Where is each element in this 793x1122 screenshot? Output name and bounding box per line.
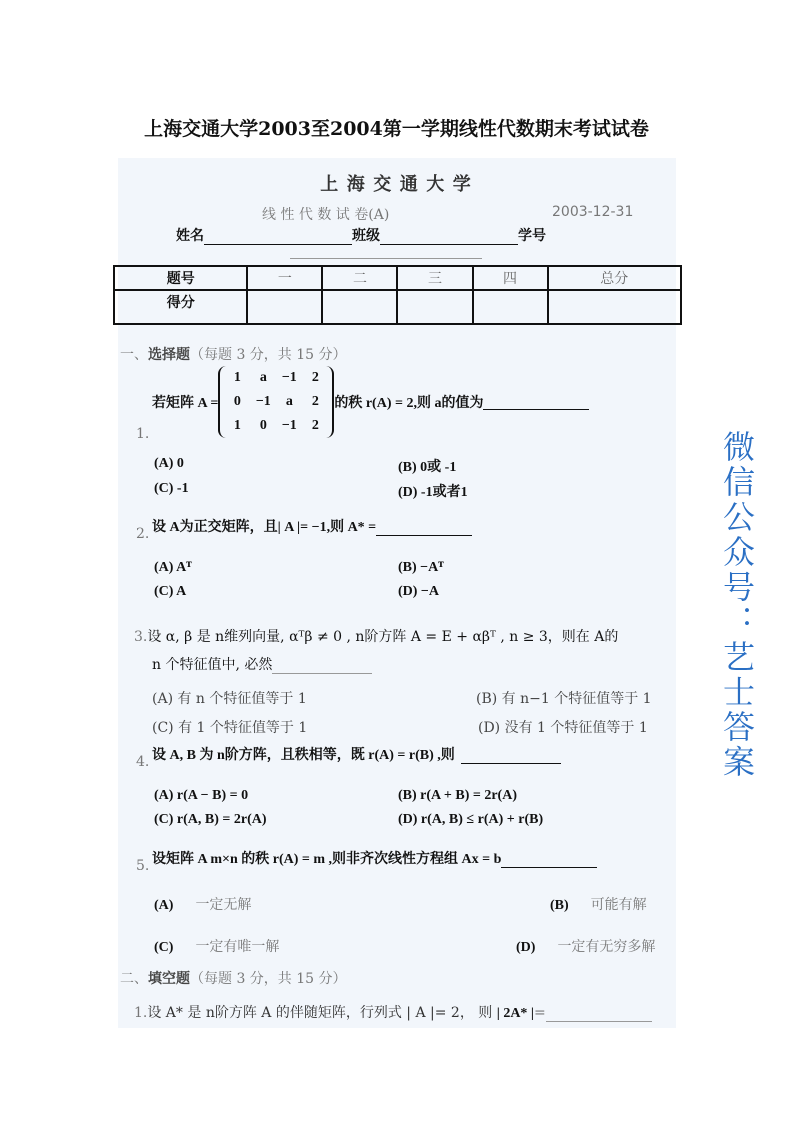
- score-cell[interactable]: [548, 290, 681, 324]
- table-header: 二: [322, 266, 397, 290]
- q1-option-a[interactable]: (A) 0: [154, 456, 184, 471]
- name-label: 姓名: [176, 228, 204, 244]
- q2-option-d[interactable]: (D) −A: [398, 584, 440, 599]
- q1-answer-blank[interactable]: [483, 395, 589, 410]
- table-header: 总分: [548, 266, 681, 290]
- q4-option-c[interactable]: (C) r(A, B) = 2r(A): [154, 812, 267, 827]
- school-name: 上 海 交 通 大 学: [320, 174, 473, 194]
- exam-date: 2003-12-31: [552, 204, 634, 220]
- q3-answer-blank[interactable]: [272, 659, 372, 674]
- q2-number: 2.: [136, 526, 150, 542]
- f1-stem: 1.设 A* 是 n阶方阵 A 的伴随矩阵，行列式 | A |= 2， 则 | 2A* |=: [134, 1002, 652, 1022]
- q5-option-d[interactable]: (D) 一定有无穷多解: [516, 939, 656, 955]
- q5-option-a[interactable]: (A) 一定无解: [154, 897, 252, 913]
- q4-number: 4.: [136, 754, 150, 770]
- q2-option-b[interactable]: (B) −Aᵀ: [398, 560, 444, 575]
- q1-option-d[interactable]: (D) -1或者1: [398, 485, 468, 500]
- table-header: 三: [397, 266, 472, 290]
- section-2-heading: 二、填空题（每题 3 分，共 15 分）: [120, 971, 347, 987]
- q4-option-d[interactable]: (D) r(A, B) ≤ r(A) + r(B): [398, 812, 544, 827]
- q4-option-b[interactable]: (B) r(A + B) = 2r(A): [398, 788, 517, 803]
- class-label: 班级: [352, 228, 380, 244]
- q3-option-b[interactable]: (B) 有 n−1 个特征值等于 1: [476, 691, 652, 707]
- q1-option-c[interactable]: (C) -1: [154, 481, 189, 496]
- student-info-line: [176, 225, 546, 245]
- q1-stem: 若矩阵 A = 1 a −1 2 0 −1 a 2 1 0 −1 2 的秩 r(A) = 2,则 a的值为: [152, 366, 589, 438]
- q5-option-b[interactable]: (B) 可能有解: [550, 897, 647, 913]
- q1-number: 1.: [136, 426, 150, 442]
- q1-matrix: 1 a −1 2 0 −1 a 2 1 0 −1 2: [218, 366, 334, 438]
- q2-option-c[interactable]: (C) A: [154, 584, 187, 599]
- q2-stem: 设 A为正交矩阵，且| A |= −1,则 A* =: [152, 516, 472, 536]
- q3-option-c[interactable]: (C) 有 1 个特征值等于 1: [152, 720, 308, 736]
- score-row-label: 得分: [114, 290, 247, 324]
- q2-option-a[interactable]: (A) Aᵀ: [154, 560, 192, 575]
- q2-answer-blank[interactable]: [376, 521, 472, 536]
- table-header: 一: [247, 266, 322, 290]
- name-field[interactable]: [204, 244, 352, 245]
- f1-answer-blank[interactable]: [546, 1007, 652, 1022]
- class-field[interactable]: [380, 244, 518, 245]
- q3-option-d[interactable]: (D) 没有 1 个特征值等于 1: [478, 720, 648, 736]
- q5-number: 5.: [136, 858, 150, 874]
- q3-stem: 3.设 α, β 是 n维列向量, αᵀβ ≠ 0 , n阶方阵 A = E + αβᵀ , n ≥ 3，则在 A的: [134, 629, 619, 645]
- score-cell[interactable]: [247, 290, 322, 324]
- q4-option-a[interactable]: (A) r(A − B) = 0: [154, 788, 249, 803]
- watermark: 微信公众号：艺士答案: [718, 430, 756, 780]
- q3-stem-2: n 个特征值中, 必然: [152, 654, 372, 674]
- q4-stem: 设 A, B 为 n阶方阵，且秩相等，既 r(A) = r(B) ,则: [152, 744, 561, 764]
- section-1-heading: 一、选择题（每题 3 分，共 15 分）: [120, 347, 347, 363]
- score-cell[interactable]: [322, 290, 397, 324]
- score-cell[interactable]: [397, 290, 472, 324]
- table-header: 四: [473, 266, 548, 290]
- q4-answer-blank[interactable]: [461, 749, 561, 764]
- score-table: [113, 265, 682, 325]
- q5-option-c[interactable]: (C) 一定有唯一解: [154, 939, 280, 955]
- exam-name: 线 性 代 数 试 卷(A): [262, 207, 390, 223]
- id-label: 学号: [518, 228, 546, 244]
- q1-option-b[interactable]: (B) 0或 -1: [398, 460, 457, 475]
- table-header: 题号: [114, 266, 247, 290]
- q5-stem: 设矩阵 A m×n 的秩 r(A) = m ,则非齐次线性方程组 Ax = b: [152, 848, 597, 868]
- q3-option-a[interactable]: (A) 有 n 个特征值等于 1: [152, 691, 307, 707]
- id-field[interactable]: [290, 246, 482, 259]
- q5-answer-blank[interactable]: [501, 853, 597, 868]
- score-cell[interactable]: [473, 290, 548, 324]
- document-title: 上海交通大学2003至2004第一学期线性代数期末考试试卷: [144, 118, 649, 140]
